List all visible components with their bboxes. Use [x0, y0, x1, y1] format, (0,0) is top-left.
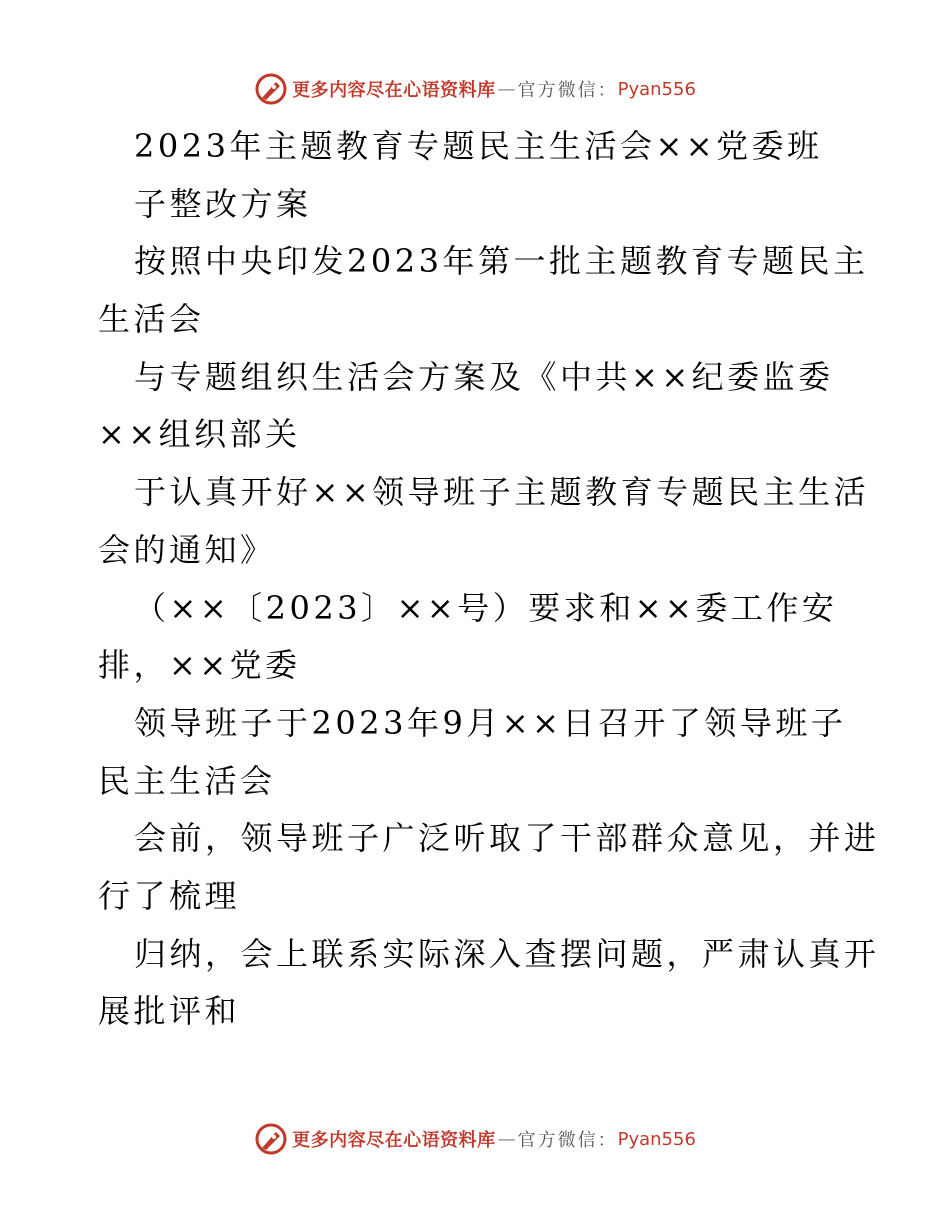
document-line: ××组织部关	[98, 415, 301, 454]
banner-official-label: 官方微信：	[517, 80, 618, 101]
document-line: 与专题组织生活会方案及《中共××纪委监委	[134, 357, 834, 396]
document-body	[98, 118, 880, 1041]
footer-banner	[0, 1122, 950, 1156]
document-line: 展批评和	[98, 992, 241, 1031]
document-line: 子整改方案	[134, 184, 312, 223]
banner-official-label: 官方微信：	[517, 1130, 618, 1151]
banner-wechat-id: Pyan556	[617, 78, 696, 100]
document-line: 2023年主题教育专题民主生活会××党委班	[134, 127, 823, 165]
document-line: 民主生活会	[98, 761, 276, 800]
document-line: 行了梳理	[98, 876, 241, 915]
banner-brand: 更多内容尽在心语资料库	[292, 1130, 496, 1151]
banner-brand: 更多内容尽在心语资料库	[292, 80, 496, 101]
document-line: （××〔2023〕××号）要求和××委工作安	[134, 588, 838, 627]
banner-separator: —	[497, 1128, 516, 1150]
document-line: 于认真开好××领导班子主题教育专题民主生活	[134, 473, 870, 512]
document-line: 会前，领导班子广泛听取了干部群众意见，并进	[134, 819, 880, 858]
banner-separator: —	[497, 78, 516, 100]
banner-wechat-id: Pyan556	[617, 1128, 696, 1150]
header-banner	[0, 72, 950, 106]
document-line: 排，××党委	[98, 646, 301, 685]
document-line: 领导班子于2023年9月××日召开了领导班子	[134, 703, 847, 742]
document-line: 生活会	[98, 300, 205, 339]
document-line: 按照中央印发2023年第一批主题教育专题民主	[134, 242, 869, 281]
document-line: 会的通知》	[98, 530, 276, 569]
document-line: 归纳，会上联系实际深入查摆问题，严肃认真开	[134, 934, 880, 973]
pen-nib-logo-icon	[254, 1122, 288, 1156]
pen-nib-logo-icon	[254, 72, 288, 106]
